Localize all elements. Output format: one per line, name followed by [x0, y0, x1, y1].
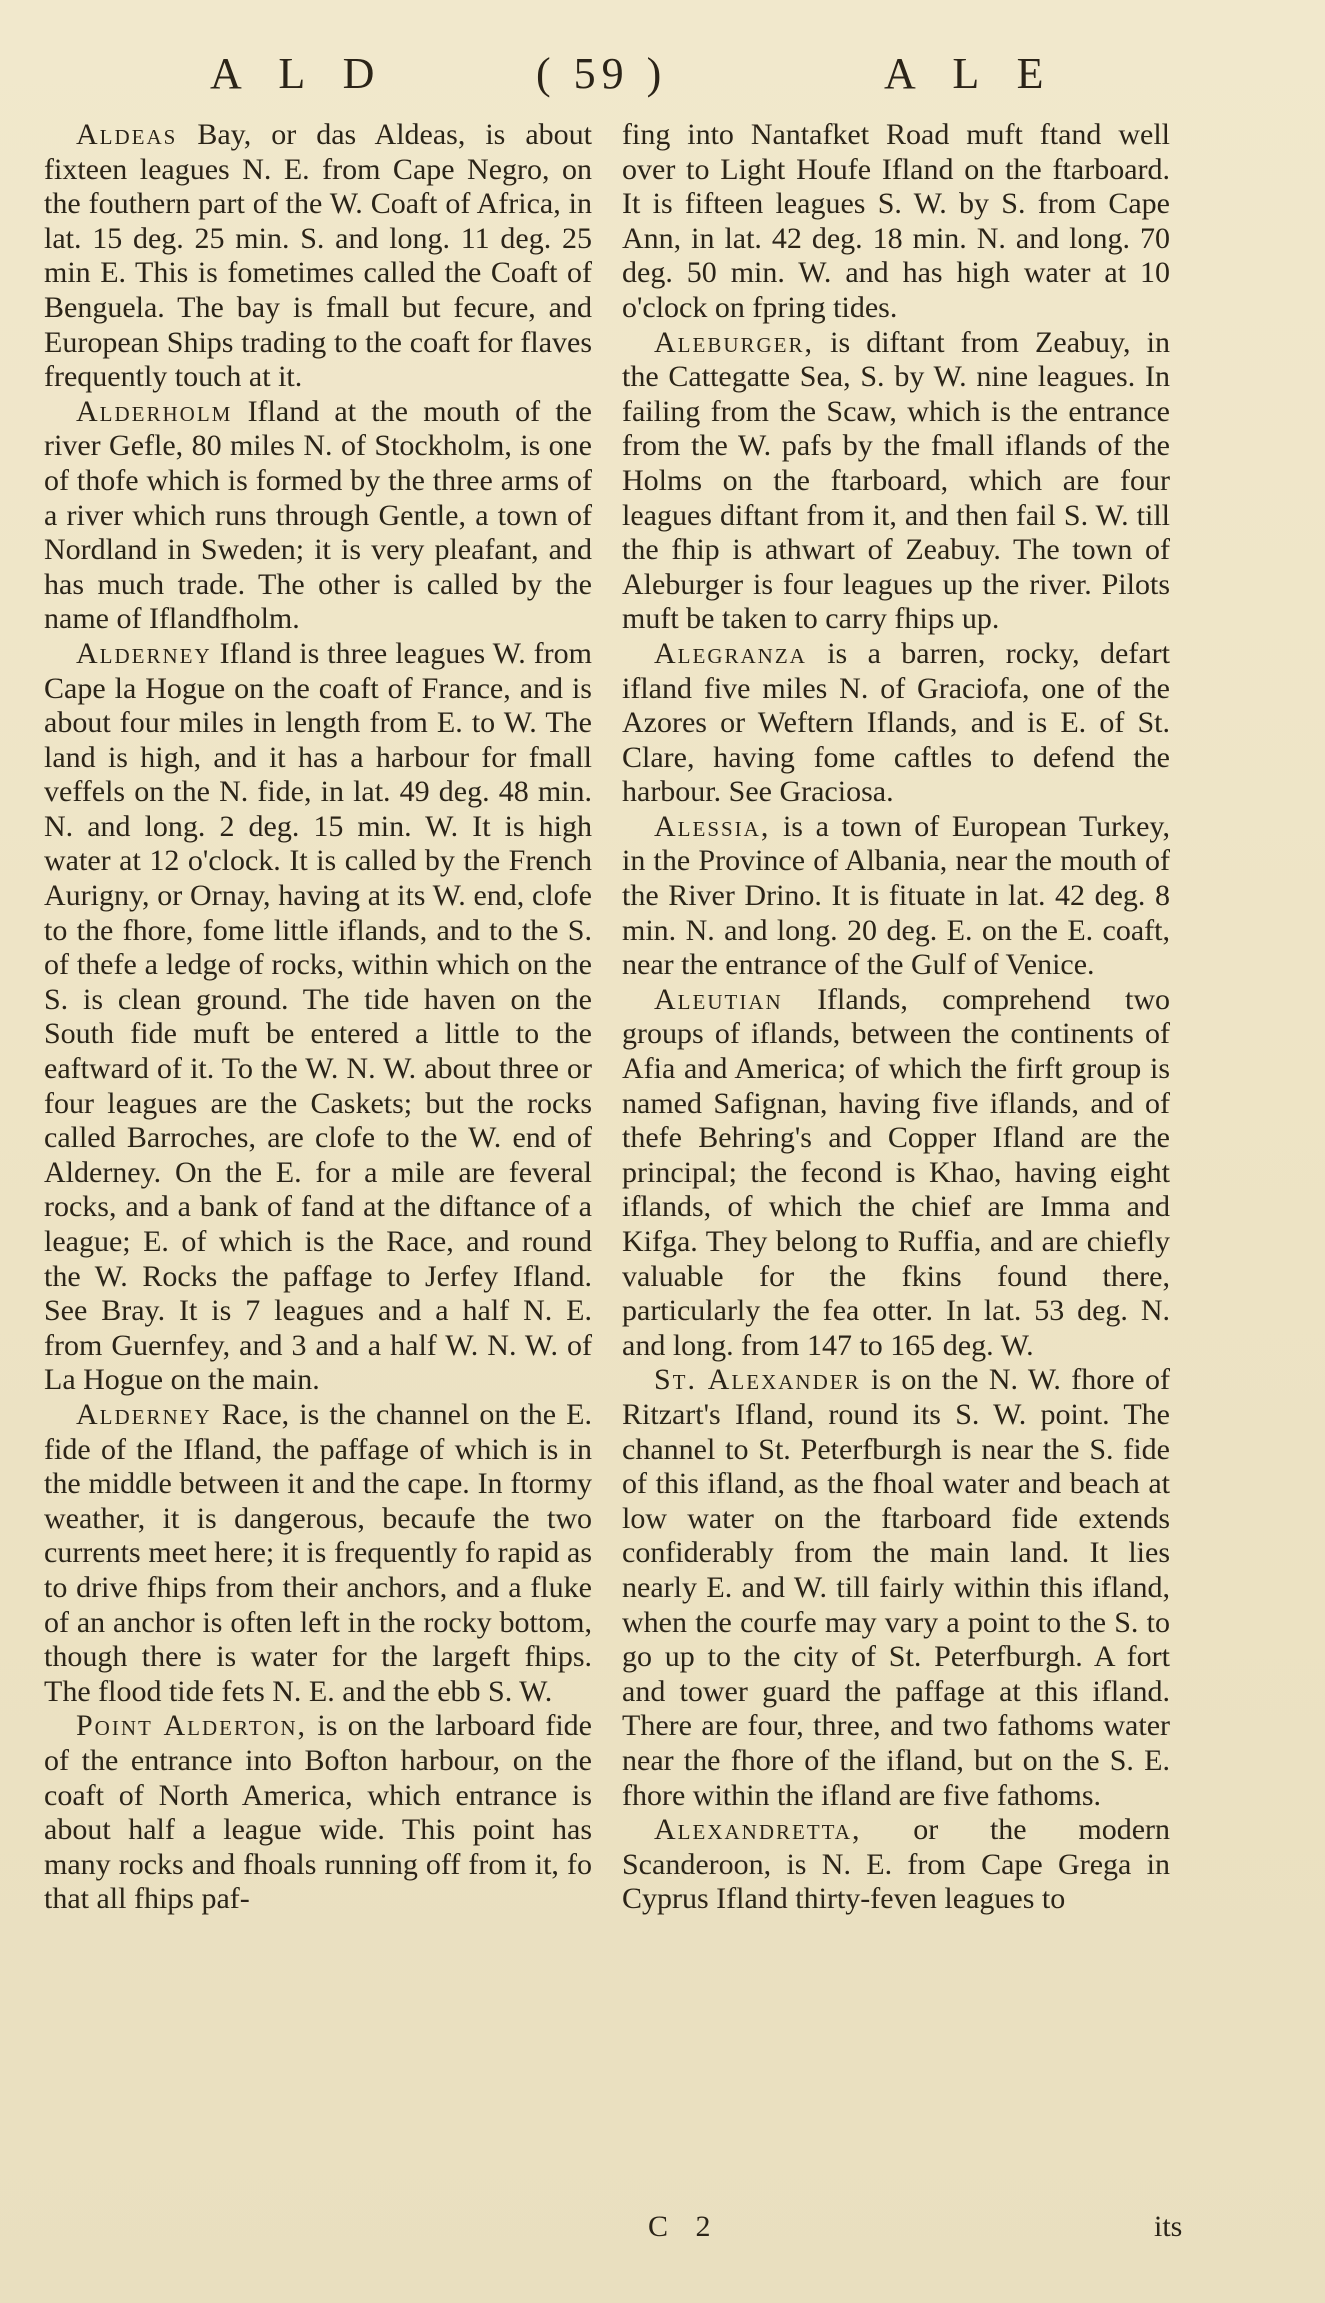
entry-alderney-race — [44, 1398, 592, 1709]
entry-body: Bay, or das Aldeas, is about fixteen leagues N. E. from Cape Negro, on the fouthern part of the W. Coaft of Africa, in lat. 15 deg. 25 min. S. and long. 11 deg. 25 min E. This is fometimes called the Coaft of Benguela. The bay is fmall but fecure, and European Ships trading to the coaft for flaves frequently touch at it. — [44, 118, 592, 394]
entry-body: Ifland is three leagues W. from Cape la Hogue on the coaft of France, and is about four miles in length from E. to W. The land is high, and it has a harbour for fmall veffels on the N. fide, in lat. 49 deg. 48 min. N. and long. 2 deg. 15 min. W. It is high water at 12 o'clock. It is called by the French Aurigny, or Ornay, having at its W. end, clofe to the fhore, fome little iflands, and to the S. of thefe a ledge of rocks, within which on the S. is clean ground. The tide haven on the South fide muft be entered a little to the eaftward of it. To the W. N. W. about three or four leagues are the Caskets; but the rocks called Barroches, are clofe to the W. end of Alderney. On the E. for a mile are feveral rocks, and a bank of fand at the diftance of a league; E. of which is the Race, and round the W. Rocks the paffage to Jerfey Ifland. See Bray. It is 7 leagues and a half N. E. from Guernfey, and 3 and a half W. N. W. of La Hogue on the main. — [44, 636, 592, 1397]
entry-head: Alegranza — [654, 636, 807, 670]
entry-alderton — [44, 1709, 592, 1917]
entry-body: or the modern Scanderoon, is N. E. from Cape Grega in Cyprus Ifland thirty-feven leagues to — [622, 1813, 1170, 1916]
entry-head: Aleburger, — [654, 325, 814, 359]
entry-body: is on the N. W. fhore of Ritzart's Ifland, round its S. W. point. The channel to St. Peterfburgh is near the S. fide of this ifland, as the fhoal water and beach at low water on the ftarboard fide extends confiderably from the main land. It lies nearly E. and W. till fairly within this ifland, when the courfe may vary a point to the S. to go up to the city of St. Peterfburgh. A fort and tower guard the paffage at this ifland. There are four, three, and two fathoms water near the fhore of the ifland, but on the S. E. fhore within the ifland are five fathoms. — [622, 1363, 1170, 1812]
running-header — [0, 48, 1325, 108]
entry-body: Iflands, comprehend two groups of iflands, between the continents of Afia and America; of which the firft group is named Safignan, having five iflands, and of thefe Behring's and Copper Ifland are the principal; the fecond is Khao, having eight iflands, of which the chief are Imma and Kifga. They belong to Ruffia, and are chiefly valuable for the fkins found there, particularly the fea otter. In lat. 53 deg. N. and long. from 147 to 165 deg. W. — [622, 982, 1170, 1362]
entry-head: Aleutian — [654, 982, 783, 1016]
entry-head: St. Alexander — [654, 1363, 861, 1397]
signature-mark: C 2 — [648, 2210, 721, 2243]
catchword: its — [1154, 2210, 1183, 2243]
entry-body: is on the larboard fide of the entrance into Bofton harbour, on the coaft of North America, which entrance is about half a league wide. This point has many rocks and fhoals running off from it, fo that all fhips paf- — [44, 1709, 592, 1916]
entry-body: Race, is the channel on the E. fide of the Ifland, the paffage of which is in the middle between it and the cape. In ftormy weather, it is dangerous, becaufe the two currents meet here; it is frequently fo rapid as to drive fhips from their anchors, and a fluke of an anchor is often left in the rocky bottom, though there is water for the largeft fhips. The flood tide fets N. E. and the ebb S. W. — [44, 1397, 592, 1708]
entry-aldeas — [44, 118, 592, 395]
header-right-catchword: A L E — [884, 49, 1058, 98]
entry-head: Alderney — [76, 1397, 212, 1431]
entry-alegranza — [622, 637, 1170, 810]
entry-alderney — [44, 637, 592, 1398]
entry-head: Alderney — [76, 636, 212, 670]
entry-head: Aldeas — [76, 118, 178, 151]
entry-head: Alexandretta, — [654, 1813, 862, 1847]
entry-head: Alderholm — [76, 394, 233, 428]
header-left-catchword: A L D — [210, 49, 389, 98]
entry-aleutian — [622, 983, 1170, 1364]
entry-body: Ifland at the mouth of the river Gefle, 80 miles N. of Stockholm, is one of thofe which is formed by the three arms of a river which runs through Gentle, a town of Nordland in Sweden; it is very pleafant, and has much trade. The other is called by the name of Iflandfholm. — [44, 394, 592, 636]
entry-body: fing into Nantafket Road muft ftand well over to Light Houfe Ifland on the ftarboard. It is fifteen leagues S. W. by S. from Cape Ann, in lat. 42 deg. 18 min. N. and long. 70 deg. 50 min. W. and has high water at 10 o'clock on fpring tides. — [622, 118, 1170, 324]
right-column — [622, 118, 1170, 1917]
entry-alderholm — [44, 395, 592, 637]
entry-body: is a barren, rocky, defart ifland five miles N. of Graciofa, one of the Azores or Weftern Iflands, and is E. of St. Clare, having fome caftles to defend the harbour. See Graciosa. — [622, 636, 1170, 809]
entry-aleburger — [622, 326, 1170, 637]
entry-head: Alessia, — [654, 809, 771, 843]
entry-body: is diftant from Zeabuy, in the Cattegatte Sea, S. by W. nine leagues. In failing from the Scaw, which is the entrance from the W. pafs by the fmall iflands of the Holms on the ftarboard, which are four leagues diftant from it, and then fail S. W. till the fhip is athwart of Zeabuy. The town of Aleburger is four leagues up the river. Pilots muft be taken to carry fhips up. — [622, 325, 1170, 636]
entry-alexandretta — [622, 1813, 1170, 1917]
entry-alessia — [622, 810, 1170, 983]
entry-head: Point Alderton, — [76, 1709, 308, 1743]
entry-continuation — [622, 118, 1170, 326]
entry-st-alexander — [622, 1363, 1170, 1813]
page-number: ( 59 ) — [536, 49, 668, 98]
entry-body: is a town of European Turkey, in the Province of Albania, near the mouth of the River Drino. It is fituate in lat. 42 deg. 8 min. N. and long. 20 deg. E. on the E. coaft, near the entrance of the Gulf of Venice. — [622, 809, 1170, 982]
left-column — [44, 118, 592, 1917]
page-footer — [0, 2210, 1325, 2260]
